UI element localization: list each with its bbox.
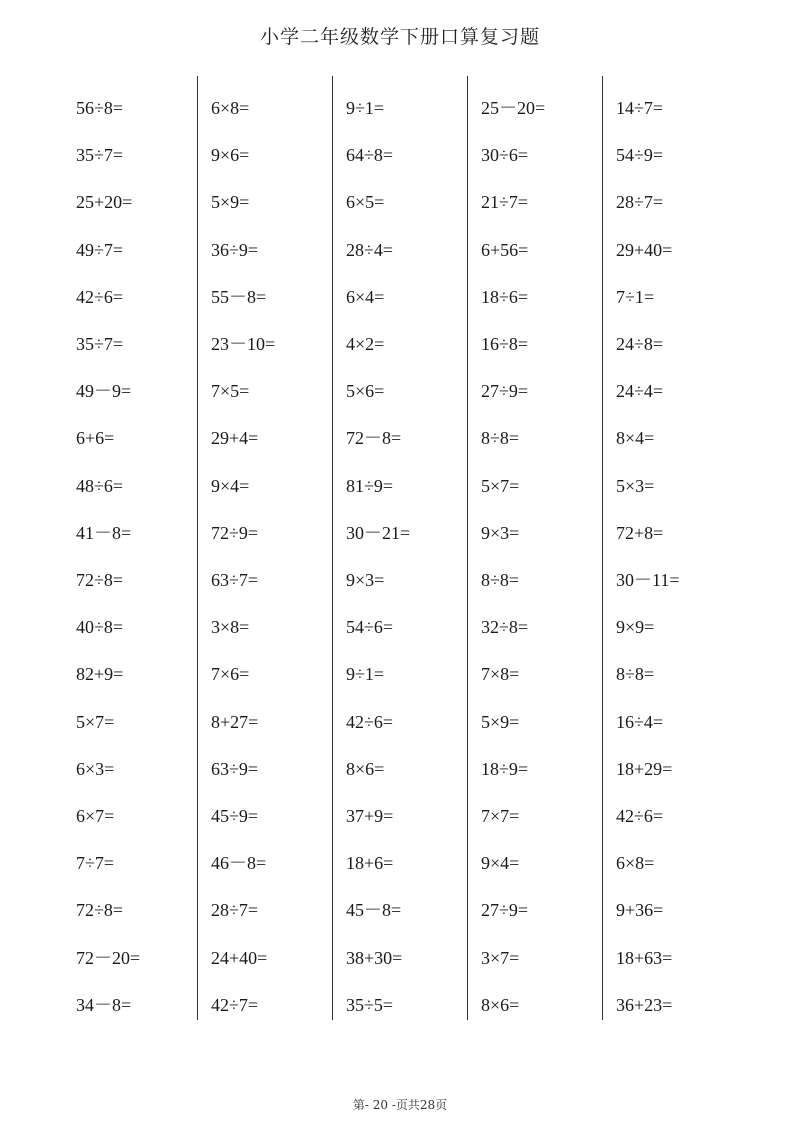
math-problem: 34－8=: [76, 994, 132, 1015]
math-problem: 5×7=: [76, 711, 115, 732]
math-problem: 29+40=: [616, 239, 673, 260]
problem-column-3: [332, 76, 467, 1020]
math-problem: 18+29=: [616, 758, 673, 779]
math-problem: 37+9=: [346, 806, 394, 826]
math-problem: 4×2=: [346, 334, 385, 354]
math-problem: 23－10=: [211, 334, 276, 354]
math-problem: 6×5=: [346, 192, 385, 213]
math-problem: 72÷8=: [76, 900, 124, 921]
math-problem: 72－8=: [346, 428, 402, 449]
math-problem: 8×6=: [481, 994, 520, 1015]
math-problem: 49÷7=: [76, 239, 124, 260]
math-problem: 5×9=: [481, 711, 520, 732]
math-problem: 8×6=: [346, 758, 385, 779]
math-problem: 5×3=: [616, 475, 655, 496]
math-problem: 42÷6=: [76, 286, 124, 307]
math-problem: 35÷5=: [346, 994, 394, 1015]
math-problem: 27÷9=: [481, 900, 529, 921]
math-problem: 9×4=: [481, 853, 520, 874]
math-problem: 72÷8=: [76, 570, 124, 590]
math-problem: 35÷7=: [76, 145, 124, 166]
math-problem: 38+30=: [346, 947, 403, 968]
math-problem: 42÷6=: [346, 711, 394, 732]
math-problem: 7×8=: [481, 664, 520, 685]
math-problem: 6×8=: [211, 98, 250, 118]
math-problem: 25+20=: [76, 192, 133, 213]
math-problem: 16÷8=: [481, 334, 529, 354]
math-problem: 25－20=: [481, 98, 546, 118]
math-problem: 6×8=: [616, 853, 655, 874]
math-problem: 55－8=: [211, 286, 267, 307]
math-problem: 72÷9=: [211, 522, 259, 543]
math-problem: 24÷8=: [616, 334, 664, 354]
math-problem: 40÷8=: [76, 617, 124, 638]
math-problem: 8+27=: [211, 711, 259, 732]
math-problem: 48÷6=: [76, 475, 124, 496]
math-problem: 9÷1=: [346, 98, 385, 118]
math-problem: 6+56=: [481, 239, 529, 260]
math-problem: 28÷7=: [211, 900, 259, 921]
math-problem: 8÷8=: [481, 570, 520, 590]
math-problem: 7÷1=: [616, 286, 655, 307]
math-problem: 49－9=: [76, 381, 132, 402]
math-problem: 9×9=: [616, 617, 655, 638]
page-footer: 第- 20 -页共28页: [352, 1098, 448, 1112]
math-problem: 21÷7=: [481, 192, 529, 213]
math-problem: 18+6=: [346, 853, 394, 874]
math-problem: 56÷8=: [76, 98, 124, 118]
math-problem: 6×3=: [76, 758, 115, 779]
math-problem: 24+40=: [211, 947, 268, 968]
math-problem: 32÷8=: [481, 617, 529, 638]
math-problem: 7×7=: [481, 806, 520, 826]
math-problem: 54÷9=: [616, 145, 664, 166]
problem-column-5: [602, 76, 737, 1020]
math-problem: 27÷9=: [481, 381, 529, 402]
math-problem: 81÷9=: [346, 475, 394, 496]
math-problem: 30－11=: [616, 570, 680, 590]
math-problem: 5×9=: [211, 192, 250, 213]
math-problem: 9÷1=: [346, 664, 385, 685]
math-problem: 14÷7=: [616, 98, 664, 118]
math-problem: 30÷6=: [481, 145, 529, 166]
math-problem: 3×7=: [481, 947, 520, 968]
math-problem: 72+8=: [616, 522, 664, 543]
math-problem: 45÷9=: [211, 806, 259, 826]
math-problem: 8×4=: [616, 428, 655, 449]
math-problem: 42÷6=: [616, 806, 664, 826]
math-problem: 63÷7=: [211, 570, 259, 590]
math-problem: 7÷7=: [76, 853, 115, 874]
math-problem: 42÷7=: [211, 994, 259, 1015]
math-problem: 24÷4=: [616, 381, 664, 402]
problem-column-2: [197, 76, 332, 1020]
math-problem: 8÷8=: [616, 664, 655, 685]
math-problem: 6×7=: [76, 806, 115, 826]
math-problem: 45－8=: [346, 900, 402, 921]
problem-grid: [62, 76, 740, 1020]
math-problem: 9×3=: [481, 522, 520, 543]
math-problem: 9+36=: [616, 900, 664, 921]
math-problem: 35÷7=: [76, 334, 124, 354]
math-problem: 54÷6=: [346, 617, 394, 638]
math-problem: 8÷8=: [481, 428, 520, 449]
math-problem: 82+9=: [76, 664, 124, 685]
math-problem: 6+6=: [76, 428, 115, 449]
math-problem: 7×5=: [211, 381, 250, 402]
page-title: 小学二年级数学下册口算复习题: [259, 26, 540, 48]
math-problem: 72－20=: [76, 947, 141, 968]
math-problem: 63÷9=: [211, 758, 259, 779]
math-problem: 46－8=: [211, 853, 267, 874]
math-problem: 18÷9=: [481, 758, 529, 779]
problem-column-4: [467, 76, 602, 1020]
math-problem: 28÷7=: [616, 192, 664, 213]
math-problem: 9×6=: [211, 145, 250, 166]
math-problem: 9×4=: [211, 475, 250, 496]
math-problem: 64÷8=: [346, 145, 394, 166]
math-problem: 36÷9=: [211, 239, 259, 260]
math-problem: 30－21=: [346, 522, 411, 543]
math-problem: 6×4=: [346, 286, 385, 307]
math-problem: 5×7=: [481, 475, 520, 496]
math-problem: 7×6=: [211, 664, 250, 685]
math-problem: 5×6=: [346, 381, 385, 402]
math-problem: 9×3=: [346, 570, 385, 590]
math-problem: 3×8=: [211, 617, 250, 638]
math-problem: 29+4=: [211, 428, 259, 449]
math-problem: 28÷4=: [346, 239, 394, 260]
math-problem: 18÷6=: [481, 286, 529, 307]
math-problem: 36+23=: [616, 994, 673, 1015]
problem-column-1: [62, 76, 197, 1020]
math-problem: 18+63=: [616, 947, 673, 968]
math-problem: 41－8=: [76, 522, 132, 543]
math-problem: 16÷4=: [616, 711, 664, 732]
